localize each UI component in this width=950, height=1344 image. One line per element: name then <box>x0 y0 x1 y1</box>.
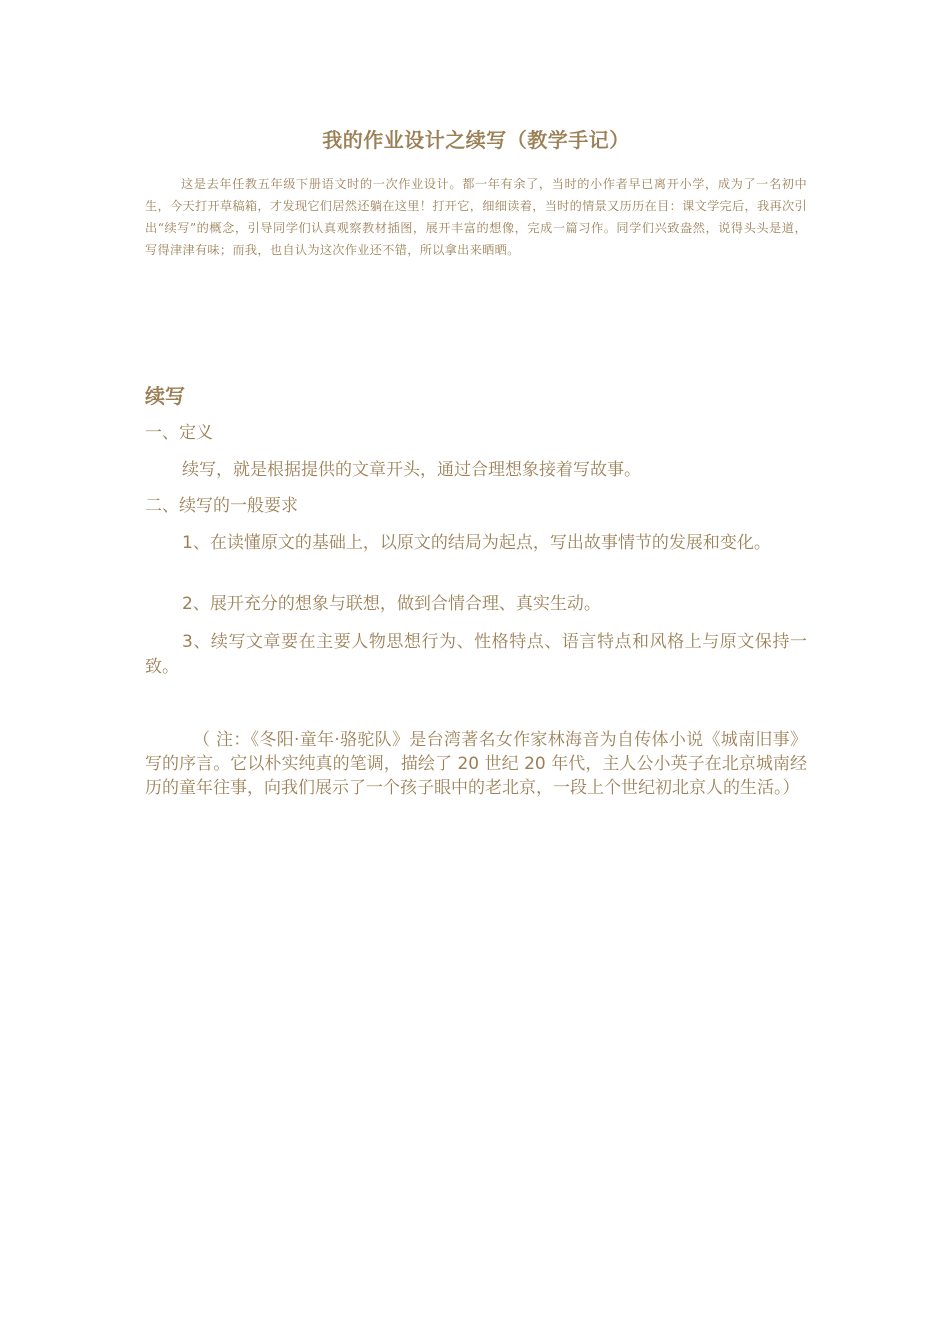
requirement-2: 2、展开充分的想象与联想，做到合情合理、真实生动。 <box>182 594 601 614</box>
definition-heading: 一、定义 <box>145 423 213 443</box>
intro-paragraph: 这是去年任教五年级下册语文时的一次作业设计。都一年有余了，当时的小作者早已离开小学，成为了一名初中生，今天打开草稿箱，才发现它们居然还躺在这里！打开它，细细读着，当时的情景又历历在目：课文学完后，我再次引出“续写”的概念，引导同学们认真观察教材插图，展开丰富的想像，完成一篇习作。同学们兴致盎然，说得头头是道，写得津津有味；而我，也自认为这次作业还不错，所以拿出来晒晒。 <box>145 177 807 257</box>
requirement-3: 3、续写文章要在主要人物思想行为、性格特点、语言特点和风格上与原文保持一致。 <box>145 632 807 677</box>
requirement-1: 1、在读懂原文的基础上，以原文的结局为起点，写出故事情节的发展和变化。 <box>182 533 771 553</box>
requirements-heading: 二、续写的一般要求 <box>145 496 298 516</box>
document-title: 我的作业设计之续写（教学手记） <box>322 128 630 152</box>
section-heading: 续写 <box>145 384 185 408</box>
definition-text: 续写，就是根据提供的文章开头，通过合理想象接着写故事。 <box>182 460 641 480</box>
note-paragraph: （ 注：《冬阳·童年·骆驼队》是台湾著名女作家林海音为自传体小说《城南旧事》写的序言。它以朴实纯真的笔调，描绘了 20 世纪 20 年代，主人公小英子在北京城南经历的童年往事，向我们展示了一个孩子眼中的老北京，一段上个世纪初北京人的生活。） <box>145 730 807 798</box>
